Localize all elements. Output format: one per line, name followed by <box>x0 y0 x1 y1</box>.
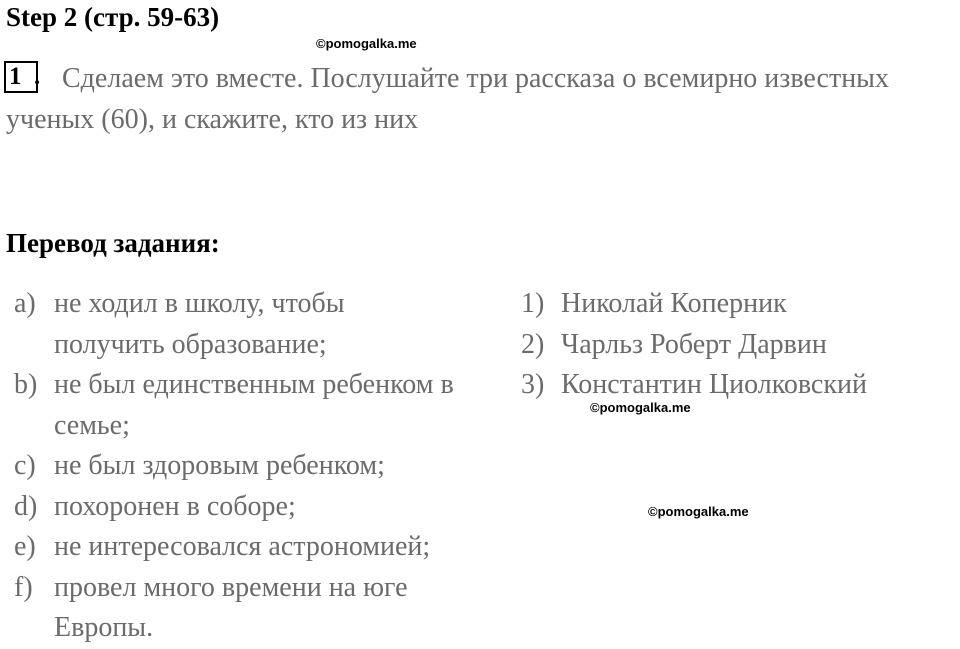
list-item-line: семье; <box>54 409 130 441</box>
list-item <box>14 527 514 568</box>
watermark: ©pomogalka.me <box>316 36 417 51</box>
list-marker: c) <box>14 450 36 481</box>
list-marker: 1) <box>521 288 545 319</box>
list-item-line: получить образование; <box>54 328 327 360</box>
list-item <box>14 487 514 528</box>
list-marker: e) <box>14 531 36 562</box>
list-marker: b) <box>14 369 38 400</box>
task-number-suffix: . <box>34 63 41 90</box>
list-item <box>14 446 514 487</box>
list-item <box>14 365 514 446</box>
list-item-line: не интересовался астрономией; <box>54 531 431 562</box>
scientist-name: Константин Циолковский <box>561 369 867 400</box>
list-item-line: не был единственным ребенком в <box>54 369 454 400</box>
watermark: ©pomogalka.me <box>648 504 749 519</box>
list-item-line: не ходил в школу, чтобы <box>54 288 345 319</box>
list-item <box>521 365 951 406</box>
list-item <box>14 284 514 365</box>
list-item-line: похоронен в соборе; <box>54 490 296 522</box>
watermark: ©pomogalka.me <box>590 400 691 415</box>
list-marker: 3) <box>521 369 545 400</box>
options-left-list <box>14 284 514 649</box>
list-item-line: не был здоровым ребенком; <box>54 450 385 481</box>
list-marker: 2) <box>521 328 545 360</box>
list-item <box>521 284 951 325</box>
list-item <box>521 325 951 366</box>
list-item <box>14 568 514 649</box>
translation-heading: Перевод задания: <box>6 228 220 258</box>
list-marker: d) <box>14 490 38 522</box>
page-heading: Step 2 (стр. 59-63) <box>6 2 220 32</box>
list-marker: a) <box>14 288 36 319</box>
list-item-line: провел много времени на юге <box>54 571 408 603</box>
options-right-list <box>521 284 951 406</box>
list-marker: f) <box>14 571 33 603</box>
scientist-name: Николай Коперник <box>561 288 787 319</box>
list-item-line: Европы. <box>54 612 154 643</box>
task-number-box <box>4 61 41 93</box>
task-text-line-1: Сделаем это вместе. Послушайте три рассказа о всемирно известных <box>62 63 889 94</box>
task-text-line-2: ученых (60), и скажите, кто из них <box>6 104 419 135</box>
scientist-name: Чарльз Роберт Дарвин <box>561 328 827 360</box>
task-number: 1 <box>9 63 22 90</box>
